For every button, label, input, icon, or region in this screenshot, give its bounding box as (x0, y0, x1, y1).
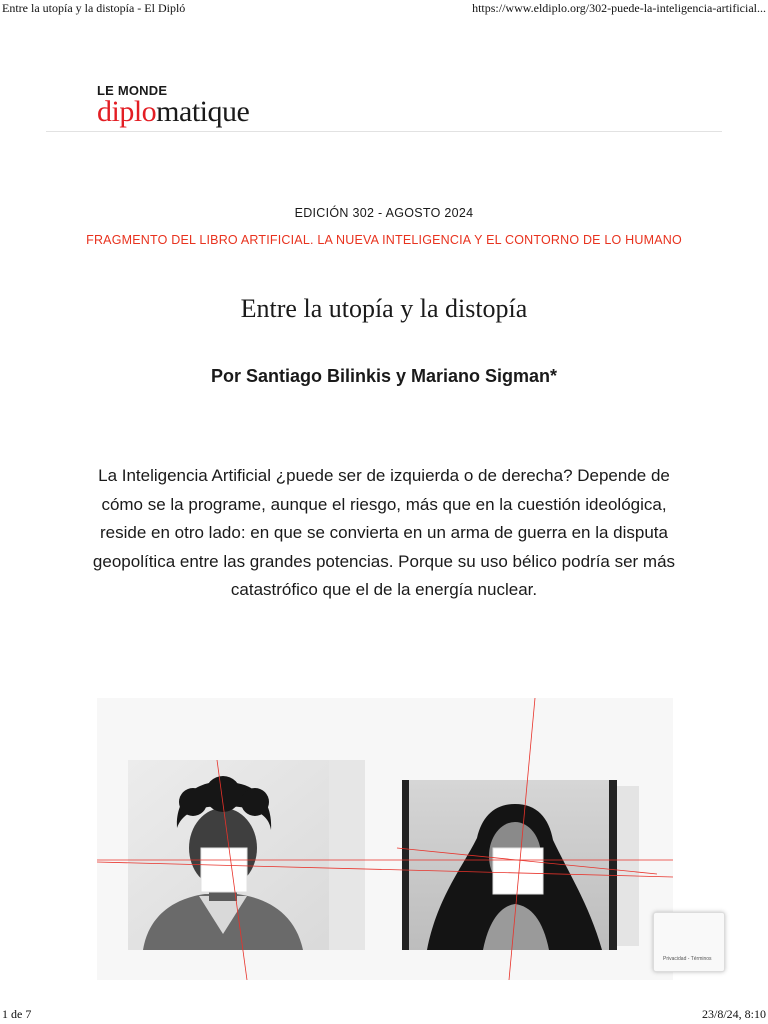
logo-diplo: diplo (97, 95, 157, 128)
edition-label[interactable]: EDICIÓN 302 - AGOSTO 2024 (294, 206, 474, 220)
print-url[interactable]: https://www.eldiplo.org/302-puede-la-inteligencia-artificial... (472, 1, 766, 15)
logo-diplomatique (97, 97, 249, 127)
page-count: 1 de 7 (2, 1007, 32, 1021)
print-page-title: Entre la utopía y la distopía - El Dipló (2, 1, 186, 15)
portrait-left (128, 760, 365, 950)
logo-matique: matique (156, 95, 250, 128)
article-image (97, 698, 673, 980)
logo-le-monde: LE MONDE (97, 83, 168, 98)
print-footer (0, 1006, 768, 1024)
site-logo[interactable] (97, 84, 249, 127)
recaptcha-links[interactable]: Privacidad - Términos (663, 956, 712, 962)
article-image-artwork (97, 698, 673, 980)
print-datetime: 23/8/24, 8:10 (701, 1007, 766, 1021)
article-lead: La Inteligencia Artificial ¿puede ser de izquierda o de derecha? Depende de cómo se la programe, aunque el riesgo, más que en la cuestión ideológica, reside en otro lado: en que se convierta en un arma de guerra en la disputa geopolítica entre las grandes potencias. Porque su uso bélico podría ser más catastrófico que el de la energía nuclear. (92, 466, 676, 599)
header-divider (46, 131, 722, 132)
print-header (0, 0, 768, 18)
recaptcha-badge[interactable] (653, 912, 725, 972)
article-byline: Por Santiago Bilinkis y Mariano Sigman* (210, 366, 558, 386)
portrait-right (402, 780, 639, 950)
article-title: Entre la utopía y la distopía (240, 294, 528, 323)
article-kicker[interactable]: FRAGMENTO DEL LIBRO ARTIFICIAL. LA NUEVA INTELIGENCIA Y EL CONTORNO DE LO HUMANO (86, 233, 682, 247)
